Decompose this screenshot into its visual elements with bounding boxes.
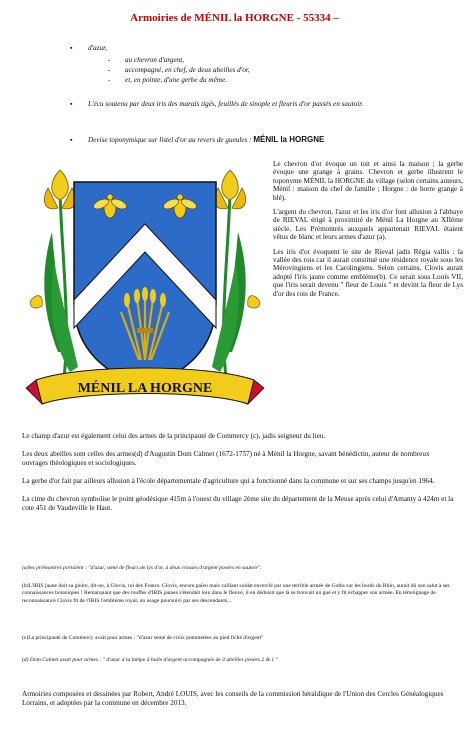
bullet-icon: ▪	[70, 44, 73, 52]
blazon-motto	[88, 136, 458, 145]
dash-icon: -	[108, 66, 111, 74]
motto-text: MÉNIL la HORGNE	[253, 135, 325, 144]
dash-icon: -	[108, 76, 111, 84]
blazon-supporters: L'écu soutenu par deux iris des marais tigés, feuillés de sinople et fleuris d'or passés en sautoir.	[88, 100, 363, 108]
right-paragraph: Les iris d'or évoquent le site de Rieval jadis Régia vallis : la vallée des rois car il aurait constitué une résidence royale sous les Mérovingiens et les Carolingiens. Selon certains, Clovis aurait adopté l'iris jaune comme emblème(b). Ce serait sous Louis VII, que l'iris serait devenu " fleur de Louis " et devint la fleur de Lys d'or des rois de France.	[273, 247, 463, 298]
banner-text: MÉNIL LA HORGNE	[77, 381, 213, 396]
bullet-icon: ▪	[70, 136, 73, 144]
blazon-item: accompagné, en chef, de deux abeilles d'or,	[125, 66, 250, 74]
footnote-c: (c)La principauté de Commercy avait pour armes : "d'azur semé de croix pommetées au pied fiché d'argent"	[22, 635, 264, 641]
footer-credits: Armoiries composées et dessinées par Robert, André LOUIS, avec les conseils de la commission héraldique de l'Union des Cercles Généalogiques Lorrains, et adoptées par la commune en décembre 2013.	[22, 690, 444, 707]
bullet-icon: ▪	[70, 100, 73, 108]
blazon-item: et, en pointe, d'une gerbe du même.	[125, 76, 227, 84]
right-paragraph: Le chevron d'or évoque un toit et ainsi la maison ; la gerbe évoque une grange à grains. Chevron et gerbe illustrent le toponyme MÉNIL la HORGNE du village (selon certains auteurs, Ménil : maison du chef de famille ; Horgne : de horre grange à blé).	[273, 160, 463, 202]
body-paragraph: La cime du chevron symbolise le point géodésique 415m à l'ouest du village 2ème site du département de la Meuse après celui d'Amanty à 424m et la cote 451 de Vaudeville le Haut.	[22, 495, 454, 512]
footnote-d: (d) Dom Calmet avait pour armes : " d'azur à la lampe à huile d'argent accompagnée de 3 abeilles posées 2 & 1 "	[22, 657, 278, 663]
iris-left-icon	[44, 170, 78, 392]
right-column	[273, 160, 463, 304]
footnote-b: (b)L'IRIS jaune doit sa gloire, dit-on, à Clovis, roi des Francs. Clovis, encore païen mais vaillant soldat encerclé par une terrible armée de Goths sur les bords du Rhin, aurait dû son salut à ses connaissances botaniques ! Remarquant que des touffes d'IRIS jaunes s'étendait loin dans le fleuve, il en déduisit que là se trouvait un gué et y fit échapper son armée. En témoignage de reconnaissance Clovis fit de l'IRIS l'emblème royal, un usage poursuivi par ses descendants...	[22, 583, 450, 604]
blazon-item: au chevron d'argent,	[125, 56, 185, 64]
dash-icon: -	[108, 56, 111, 64]
coat-of-arms	[22, 152, 268, 422]
blazon-field: d'azur,	[88, 44, 107, 52]
body-paragraph: La gerbe d'or fait par ailleurs allusion à l'école départementale d'agriculture qui a fonctionné dans la commune et sur ses champs jusqu'en 1964.	[22, 477, 435, 485]
footnote-a: (a)les prémontrés portaient : "d'azur, semé de fleurs de lys d'or, à deux crosses d'argent posées en sautoir".	[22, 565, 262, 571]
body-paragraph: Les deux abeilles sont celles des armes(d) d'Augustin Dom Calmet (1672-1757) né à Ménil la Horgne, savant bénédictin, auteur de nombreux ouvrages théologiques et sociologiques.	[22, 450, 430, 467]
iris-right-icon	[212, 170, 246, 392]
body-paragraph: Le champ d'azur est également celui des armes de la principauté de Commercy (c), jadis seigneur du lieu.	[22, 432, 326, 440]
right-paragraph: L'argent du chevron, l'azur et les iris d'or font allusion à l'abbaye de RIEVAL érigé à proximité de Ménil La Horgne au XIIème siècle. Les Prémontrés auxquels appartenait RIEVAL étaient vêtus de blanc et leurs armes d'azur (a).	[273, 208, 463, 242]
page-title: Armoiries de MÉNIL la HORGNE - 55334 –	[130, 12, 339, 24]
motto-label: Devise toponymique sur listel d'or au revers de gueules :	[88, 136, 252, 144]
